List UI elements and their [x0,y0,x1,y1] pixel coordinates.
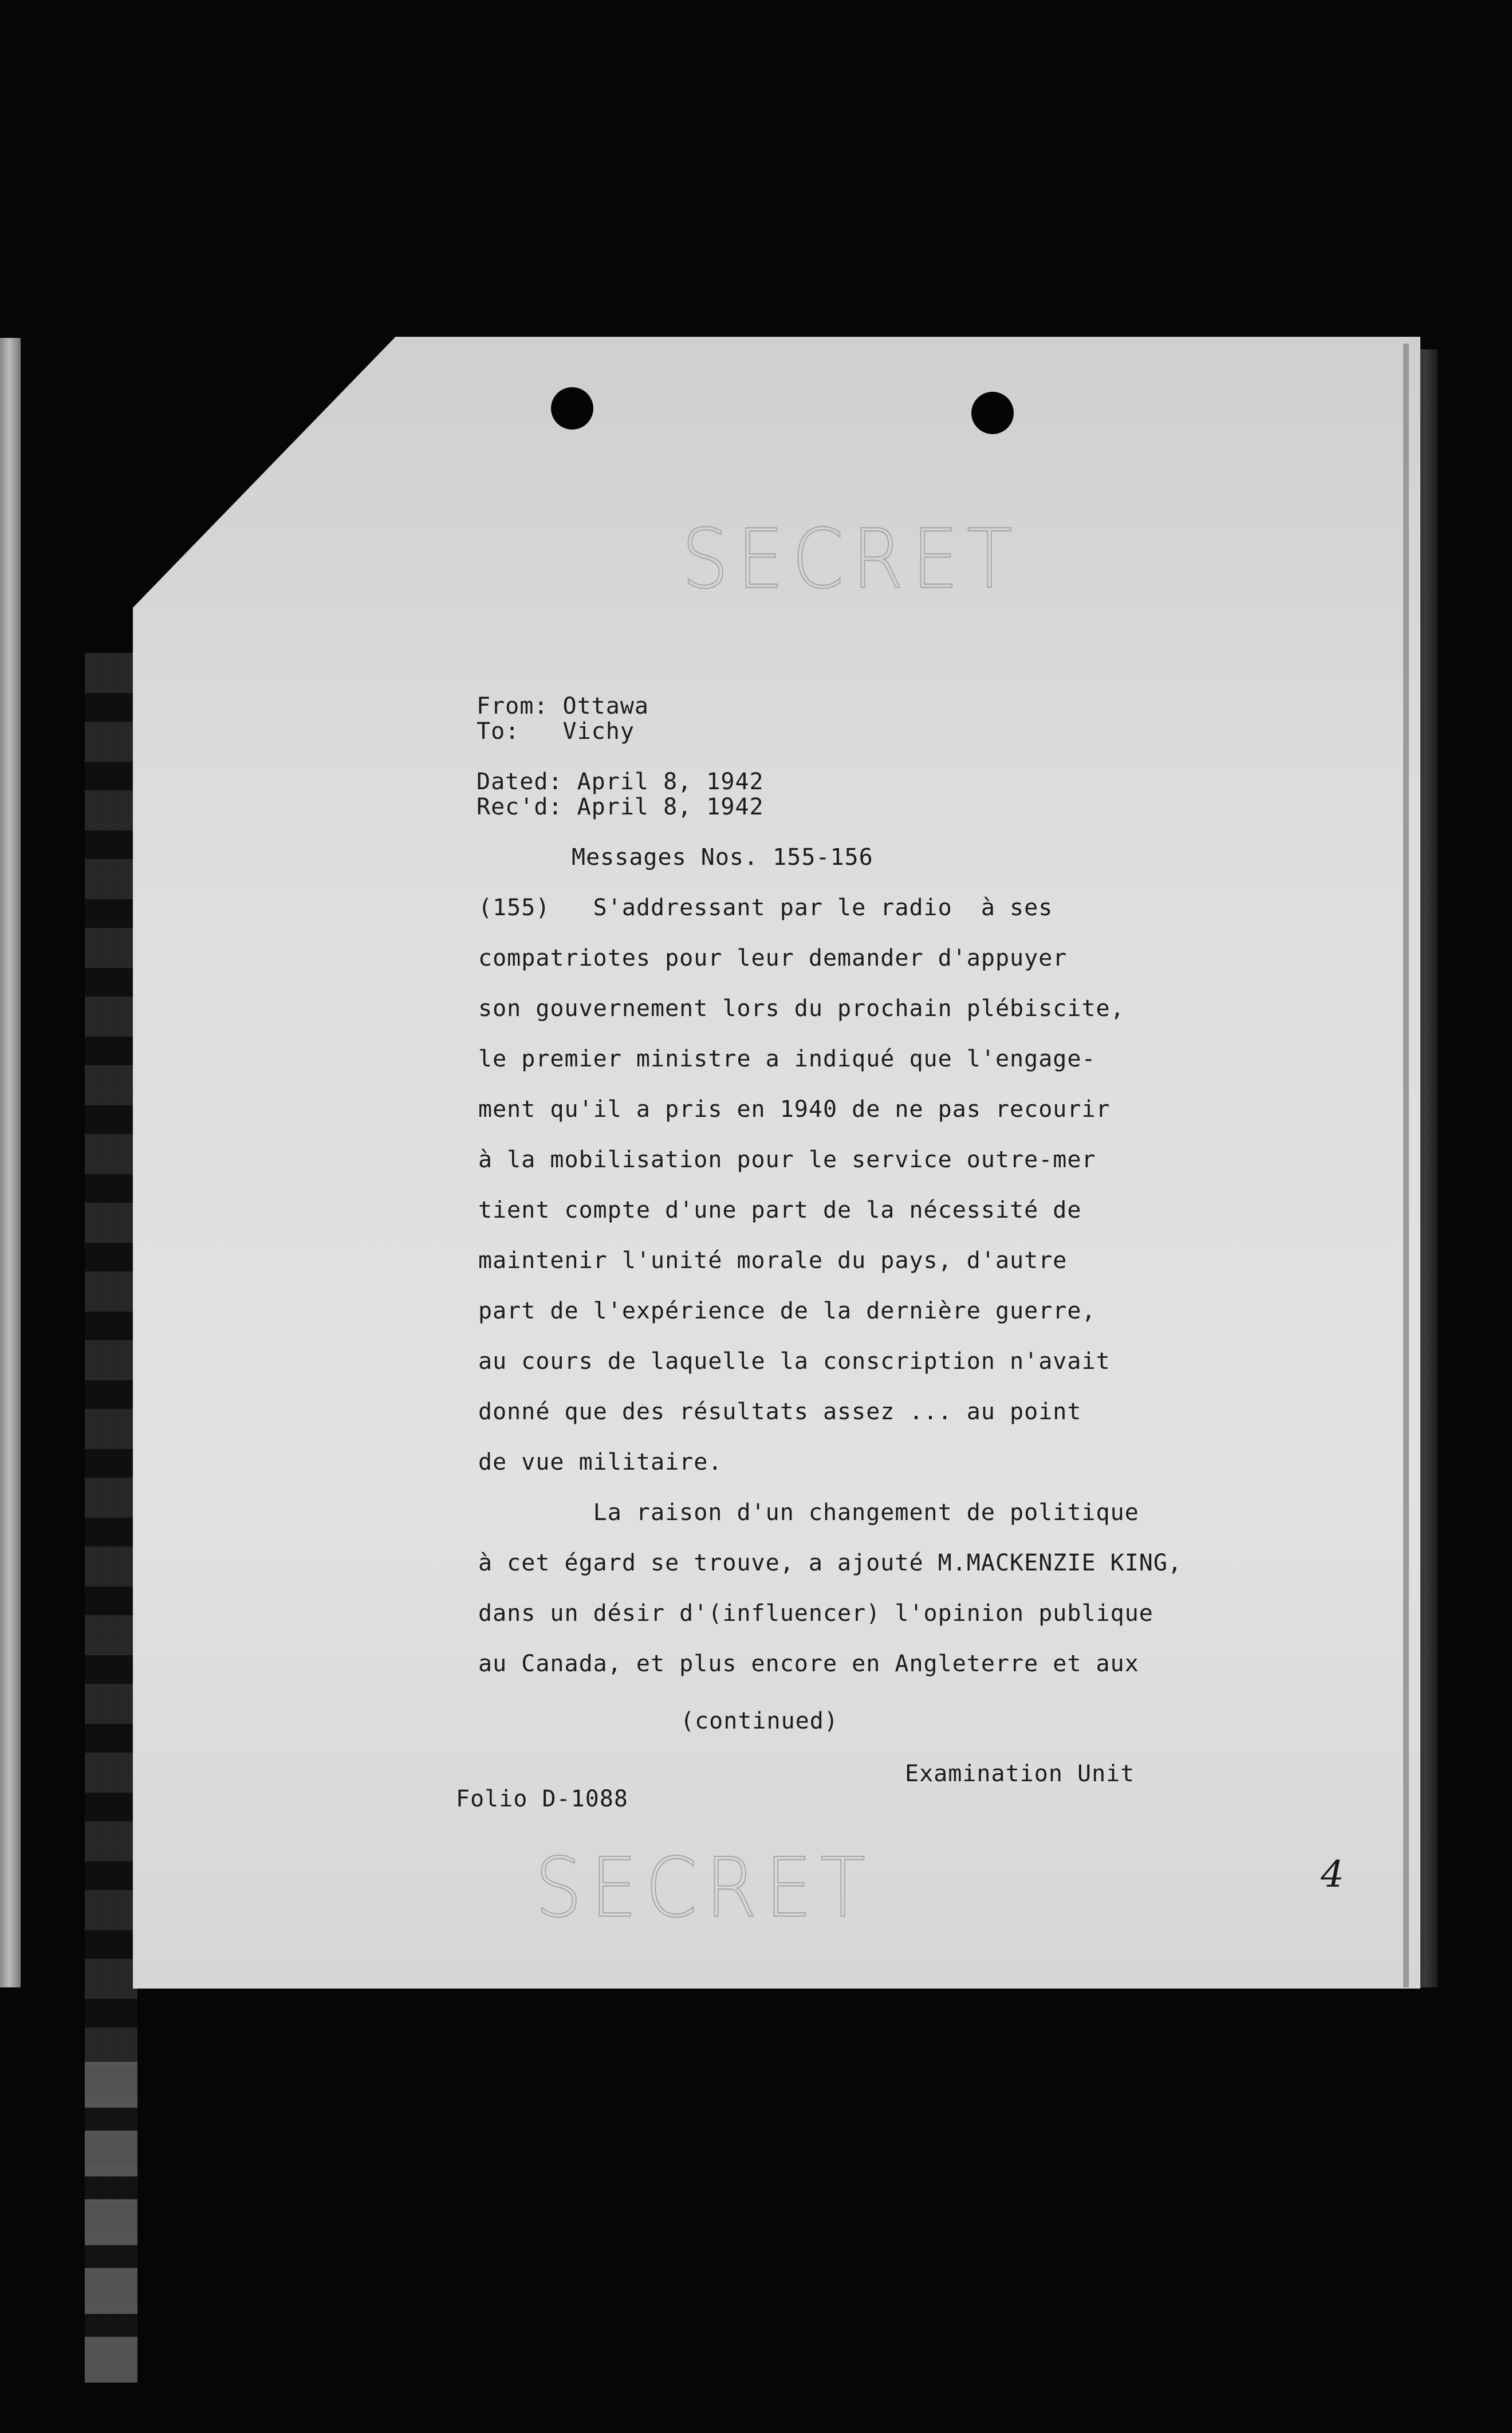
body-line: à la mobilisation pour le service outre-mer [478,1147,1096,1173]
body-line: au cours de laquelle la conscription n'avait [478,1348,1111,1375]
folio-number: Folio D-1088 [456,1786,628,1812]
punch-hole-right [971,392,1014,434]
body-line: son gouvernement lors du prochain plébiscite, [478,995,1125,1022]
body-line: part de l'expérience de la dernière guerre, [478,1298,1096,1324]
secret-stamp-bottom: SECRET [535,1840,874,1936]
body-line: compatriotes pour leur demander d'appuyer [478,945,1068,971]
body-line: de vue militaire. [478,1449,723,1475]
film-sprocket-column-bottom [85,2062,137,2383]
body-line: maintenir l'unité morale du pays, d'autre [478,1247,1068,1274]
secret-stamp-top: SECRET [682,511,1021,607]
body-line: La raison d'un changement de politique [478,1499,1139,1526]
body-line: le premier ministre a indiqué que l'engage- [478,1046,1096,1072]
body-line: à cet égard se trouve, a ajouté M.MACKENZIE KING, [478,1550,1183,1576]
examination-unit: Examination Unit [905,1761,1135,1787]
to-line: To: Vichy [477,718,635,745]
received-line: Rec'd: April 8, 1942 [477,794,764,820]
film-strip-left [0,338,21,1987]
dated-line: Dated: April 8, 1942 [477,769,764,795]
page-number: 4 [1321,1853,1344,1896]
body-line: donné que des résultats assez ... au point [478,1399,1082,1425]
punch-hole-left [551,387,593,430]
page-edge [1403,344,1409,1987]
from-line: From: Ottawa [477,693,649,719]
body-line: tient compte d'une part de la nécessité de [478,1197,1082,1223]
body-line: au Canada, et plus encore en Angleterre et aux [478,1651,1139,1677]
messages-line: Messages Nos. 155-156 [572,844,873,871]
body-line: (155) S'addressant par le radio à ses [478,895,1053,921]
body-line: ment qu'il a pris en 1940 de ne pas recourir [478,1096,1111,1123]
continued-note: (continued) [680,1708,838,1734]
body-line: dans un désir d'(influencer) l'opinion publique [478,1600,1153,1627]
